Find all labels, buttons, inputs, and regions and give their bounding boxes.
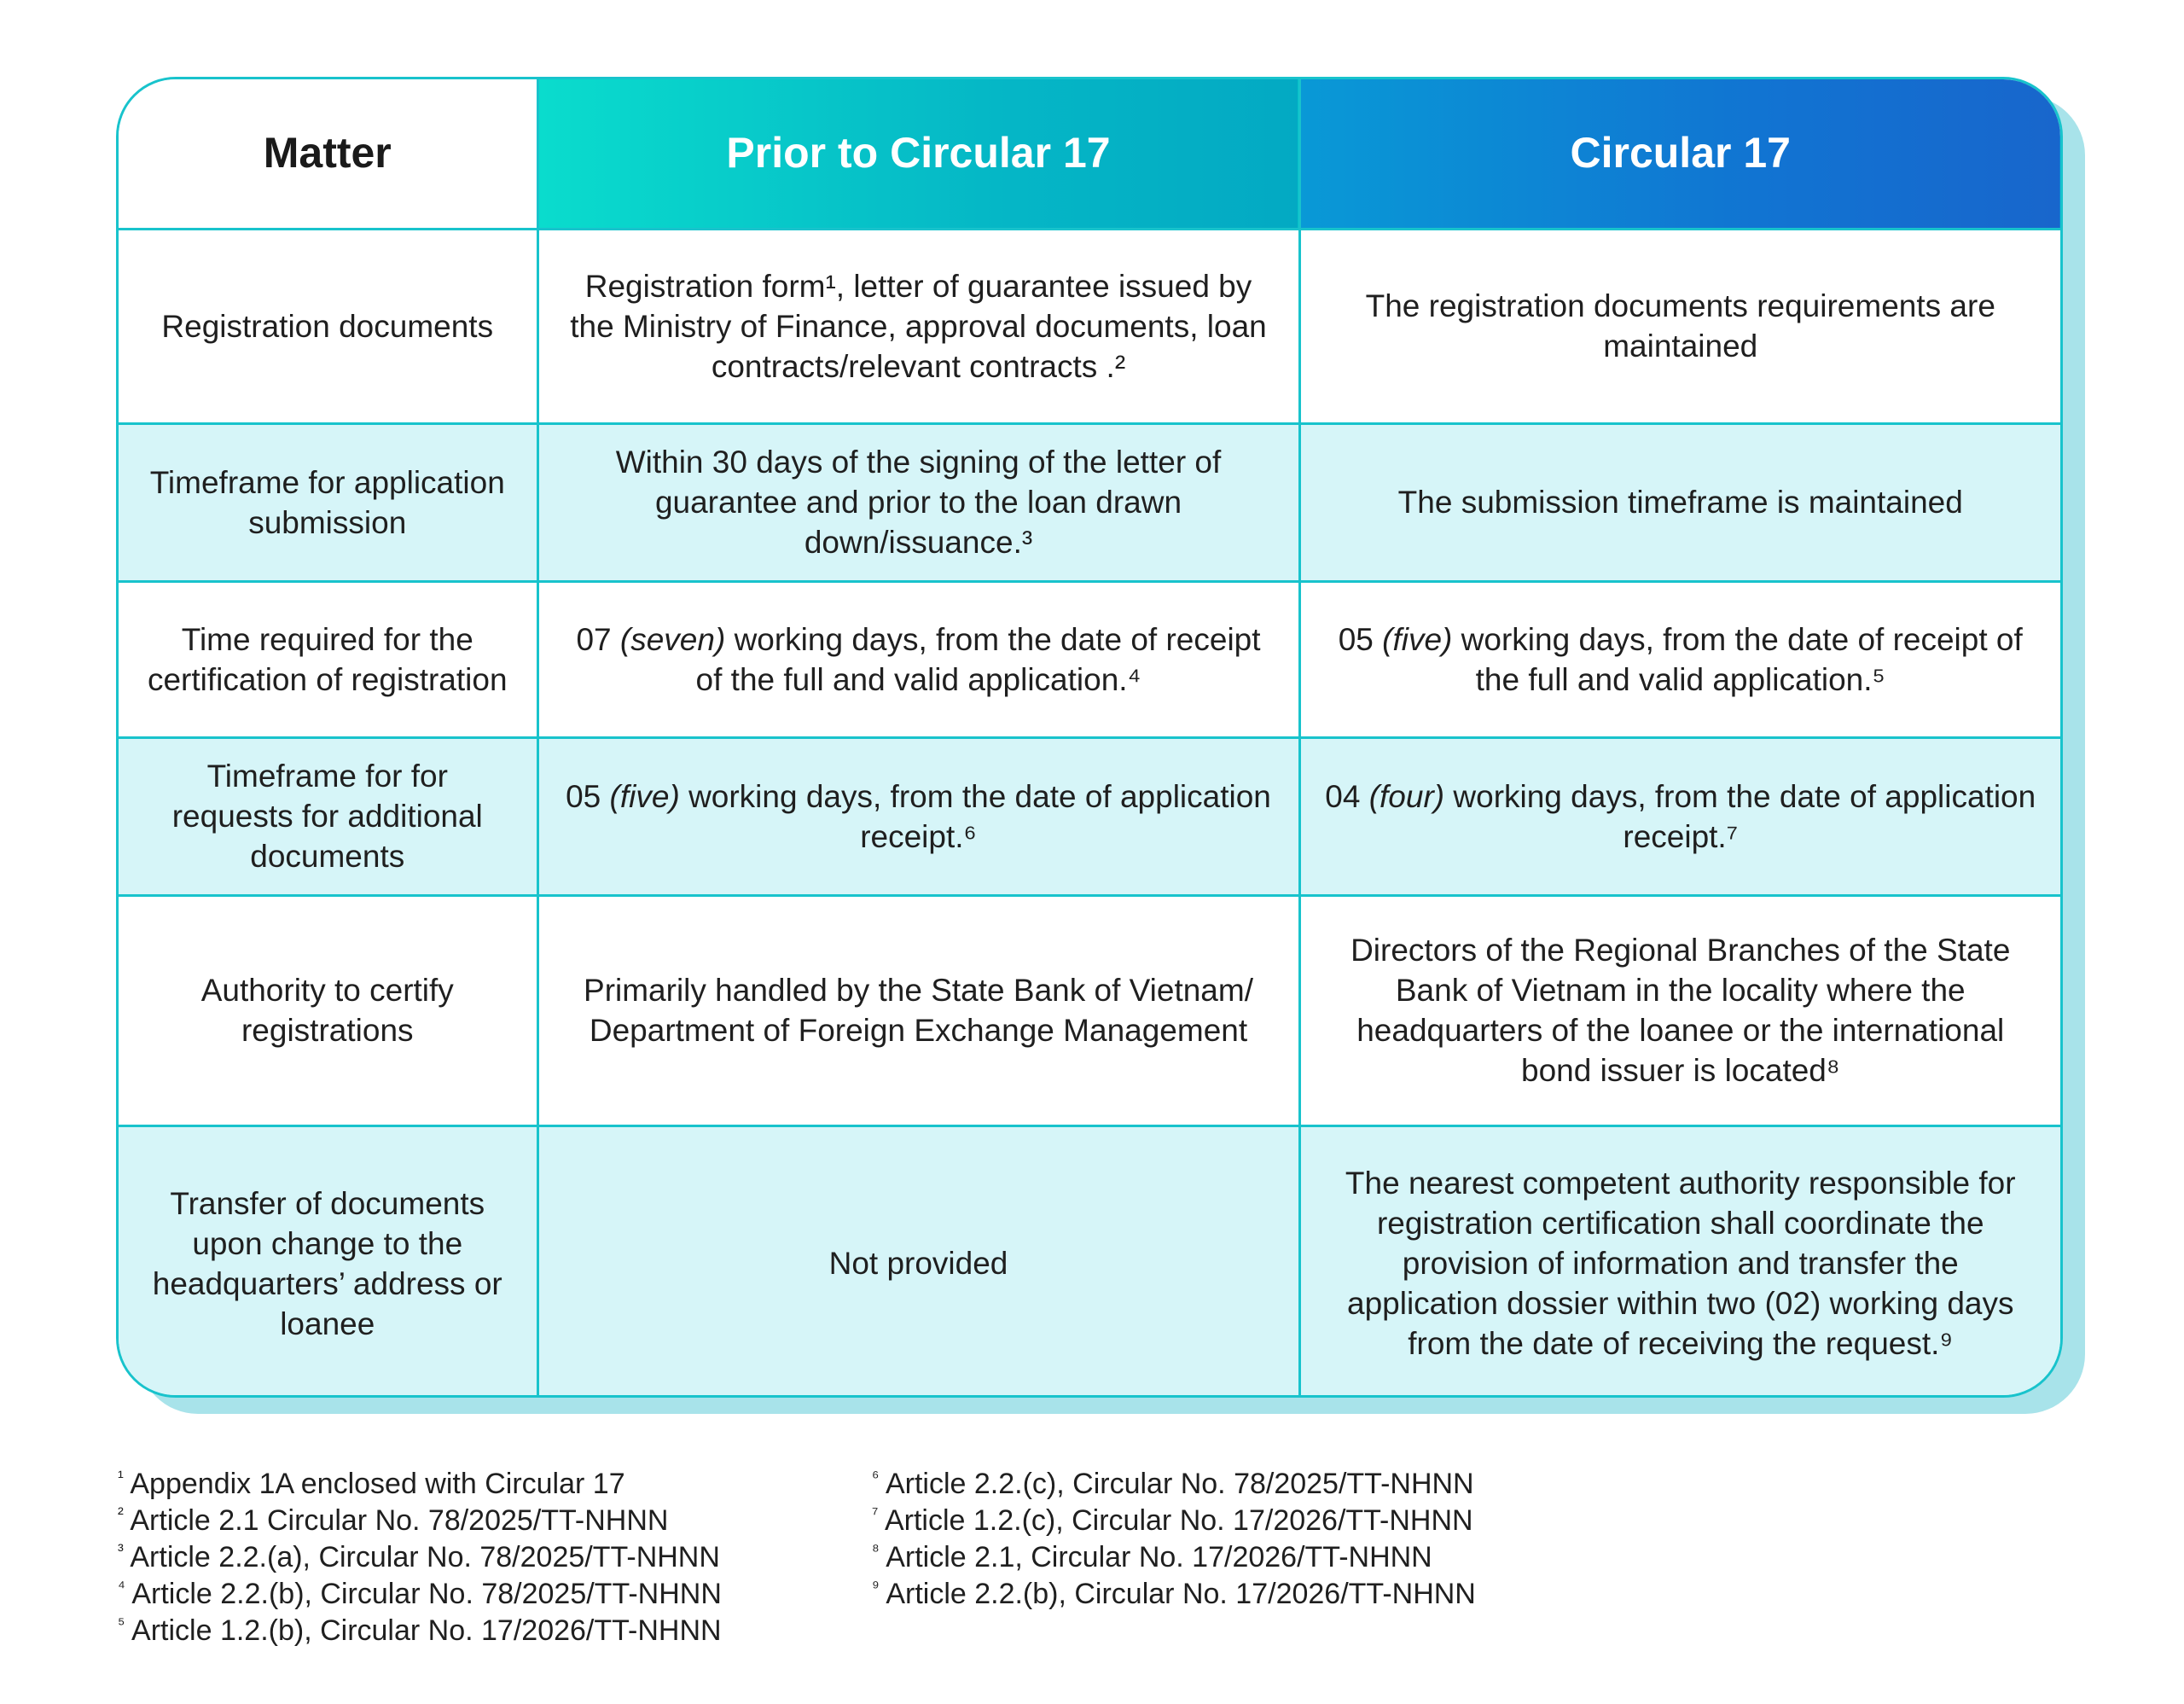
footnote	[872, 1539, 1476, 1576]
cell-circular	[1299, 737, 2060, 895]
footnote-text: Article 2.2.(c), Circular No. 78/2025/TT-NHNN	[885, 1468, 1474, 1500]
table-row	[119, 423, 2060, 581]
footnote-text: Article 2.2.(b), Circular No. 17/2026/TT-NHNN	[886, 1578, 1476, 1610]
cell-prior	[537, 737, 1299, 895]
cell-circular	[1299, 581, 2060, 737]
footnote	[872, 1576, 1476, 1613]
cell-circular: The submission timeframe is maintained	[1299, 423, 2060, 581]
footnote-mark: ⁷	[872, 1504, 879, 1524]
footnote-text: Article 2.2.(b), Circular No. 78/2025/TT-NHNN	[131, 1578, 722, 1610]
cell-matter: Timeframe for application submission	[119, 423, 537, 581]
footnote-text: Appendix 1A enclosed with Circular 17	[130, 1468, 625, 1500]
cell-emphasis: (seven)	[619, 621, 726, 657]
cell-prior: Registration form¹, letter of guarantee issued by the Ministry of Finance, approval documents, loan contracts/relevant contracts .²	[537, 229, 1299, 423]
footnote-text: Article 1.2.(b), Circular No. 17/2026/TT-NHNN	[131, 1614, 722, 1647]
cell-circular: The nearest competent authority responsible for registration certification shall coordinate the provision of information and transfer the application dossier within two (02) working days from the date of receiving the request.⁹	[1299, 1125, 2060, 1398]
cell-matter: Authority to certify registrations	[119, 895, 537, 1125]
footnote-mark: ³	[118, 1541, 124, 1561]
table-header-row	[119, 79, 2060, 229]
cell-emphasis: (five)	[1382, 621, 1453, 657]
table-row	[119, 895, 2060, 1125]
cell-prior: Within 30 days of the signing of the letter of guarantee and prior to the loan drawn down/issuance.³	[537, 423, 1299, 581]
footnote	[872, 1503, 1476, 1539]
cell-prior: Primarily handled by the State Bank of Vietnam/ Department of Foreign Exchange Management	[537, 895, 1299, 1125]
cell-text: working days, from the date of receipt of the full and valid application.⁴	[695, 621, 1261, 697]
header-matter: Matter	[119, 79, 537, 229]
cell-text: 05	[566, 778, 601, 814]
footnote	[872, 1466, 1476, 1503]
cell-emphasis: (four)	[1368, 778, 1445, 814]
header-circular-17: Circular 17	[1299, 79, 2060, 229]
table-row	[119, 229, 2060, 423]
table-row	[119, 737, 2060, 895]
cell-text: 05	[1338, 621, 1374, 657]
cell-matter: Time required for the certification of registration	[119, 581, 537, 737]
footnote-text: Article 2.2.(a), Circular No. 78/2025/TT-NHNN	[130, 1541, 720, 1573]
footnote-mark: ¹	[118, 1468, 124, 1487]
footnote-mark: ²	[118, 1504, 124, 1524]
cell-matter: Registration documents	[119, 229, 537, 423]
footnotes-right-column	[872, 1466, 1476, 1613]
table-row	[119, 1125, 2060, 1398]
cell-text: working days, from the date of application receipt.⁶	[688, 778, 1271, 854]
cell-emphasis: (five)	[609, 778, 680, 814]
cell-prior	[537, 581, 1299, 737]
table-row	[119, 581, 2060, 737]
footnote-text: Article 2.1, Circular No. 17/2026/TT-NHNN	[886, 1541, 1432, 1573]
footnote-text: Article 2.1 Circular No. 78/2025/TT-NHNN	[130, 1504, 669, 1537]
header-prior-to-circular-17: Prior to Circular 17	[537, 79, 1299, 229]
cell-text: working days, from the date of receipt of the full and valid application.⁵	[1461, 621, 2023, 697]
cell-text: 07	[576, 621, 612, 657]
cell-text: working days, from the date of application receipt.⁷	[1453, 778, 2036, 854]
cell-circular: Directors of the Regional Branches of the State Bank of Vietnam in the locality where the headquarters of the loanee or the international bond issuer is located⁸	[1299, 895, 2060, 1125]
footnote-mark: ⁹	[872, 1578, 880, 1597]
cell-text: 04	[1325, 778, 1361, 814]
cell-matter: Timeframe for for requests for additional documents	[119, 737, 537, 895]
footnote	[118, 1466, 722, 1503]
cell-prior: Not provided	[537, 1125, 1299, 1398]
footnotes-left-column	[118, 1466, 722, 1649]
footnote	[118, 1576, 722, 1613]
footnote	[118, 1613, 722, 1649]
footnote	[118, 1503, 722, 1539]
footnote-mark: ⁶	[872, 1468, 880, 1487]
cell-matter: Transfer of documents upon change to the headquarters’ address or loanee	[119, 1125, 537, 1398]
footnote-mark: ⁴	[118, 1578, 125, 1597]
comparison-table	[116, 77, 2063, 1398]
footnote-text: Article 1.2.(c), Circular No. 17/2026/TT-NHNN	[884, 1504, 1473, 1537]
footnote-mark: ⁸	[872, 1541, 880, 1561]
footnote	[118, 1539, 722, 1576]
footnote-mark: ⁵	[118, 1614, 125, 1634]
cell-circular: The registration documents requirements are maintained	[1299, 229, 2060, 423]
